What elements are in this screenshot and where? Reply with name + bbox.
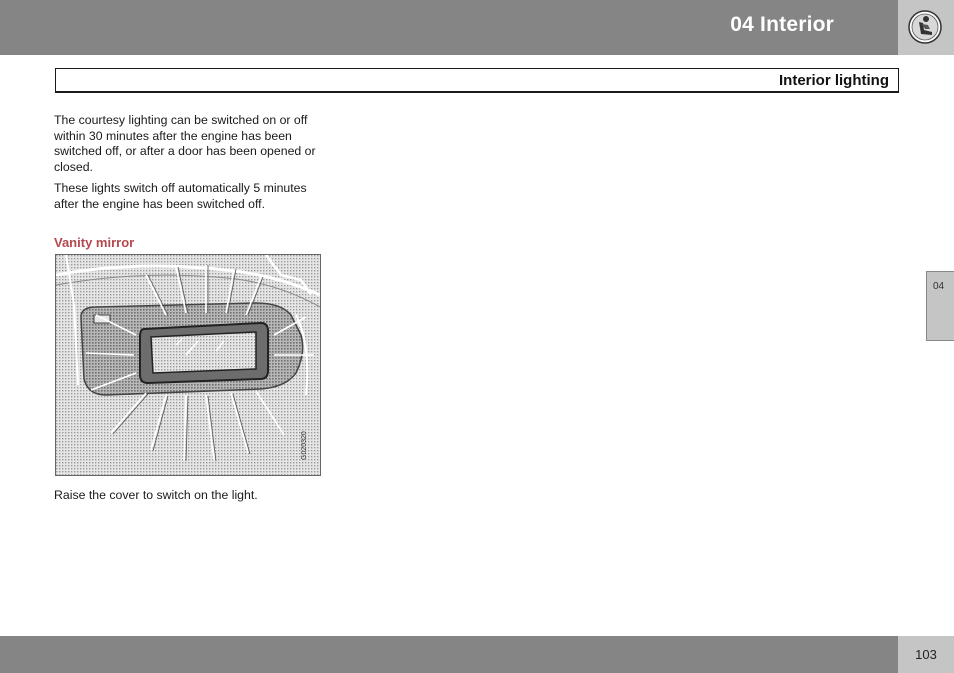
vanity-mirror-heading: Vanity mirror [54, 235, 135, 250]
section-title: Interior lighting [779, 72, 889, 89]
side-tab-label: 04 [933, 281, 945, 292]
vanity-mirror-illustration [55, 254, 321, 476]
section-header [55, 68, 899, 93]
vanity-mirror-drawing [56, 255, 320, 475]
seat-occupant-icon [908, 10, 942, 44]
page-number: 103 [915, 647, 937, 662]
paragraph-auto-off: These lights switch off automatically 5 minutes after the engine has been switched off. [54, 181, 307, 211]
figure-caption: Raise the cover to switch on the light. [54, 488, 258, 502]
body-text [54, 113, 324, 219]
footer-bar [0, 636, 898, 673]
paragraph-courtesy-lighting: The courtesy lighting can be switched on or off within 30 minutes after the engine has been switched off, or after a door has been opened or closed. [54, 113, 316, 174]
header-bar [0, 0, 898, 55]
chapter-title: 04 Interior [730, 13, 834, 36]
figure-code: G020320 [301, 431, 308, 460]
page-number-box [898, 636, 954, 673]
chapter-icon-box [898, 0, 954, 55]
chapter-side-tab[interactable] [926, 271, 954, 341]
